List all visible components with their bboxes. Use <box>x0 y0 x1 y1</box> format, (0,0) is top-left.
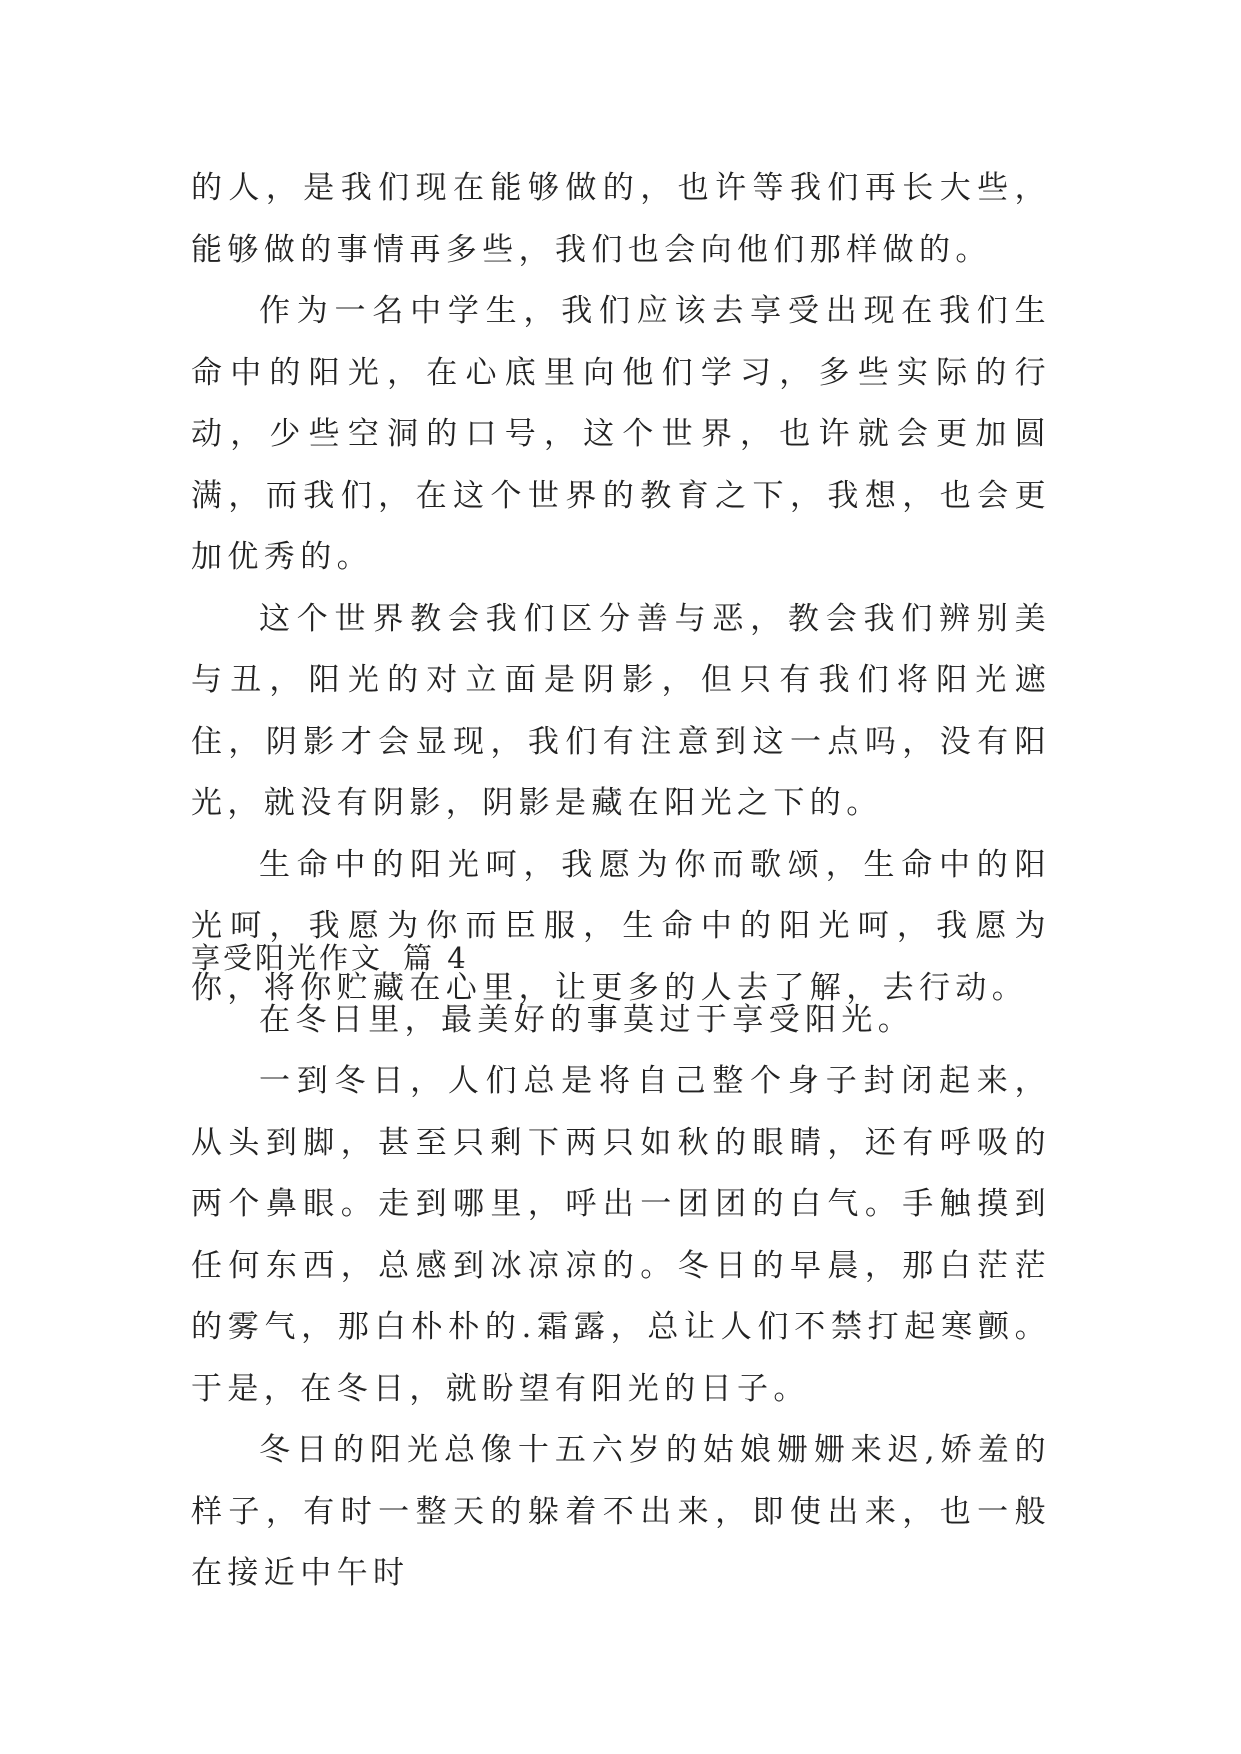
paragraph: 一到冬日，人们总是将自己整个身子封闭起来，从头到脚，甚至只剩下两只如秋的眼睛，还有呼吸的两个鼻眼。走到哪里，呼出一团团的白气。手触摸到任何东西，总感到冰凉凉的。冬日的早晨，那白茫茫的雾气，那白朴朴的.霜露，总让人们不禁打起寒颤。于是，在冬日，就盼望有阳光的日子。 <box>191 1063 1051 1407</box>
section-number: 篇 4 <box>403 941 469 975</box>
paragraph: 这个世界教会我们区分善与恶，教会我们辨别美与丑，阳光的对立面是阴影，但只有我们将阳光遮住，阴影才会显现，我们有注意到这一点吗，没有阳光，就没有阴影，阴影是藏在阳光之下的。 <box>191 600 1051 821</box>
document-page <box>191 158 1051 1605</box>
paragraph: 作为一名中学生，我们应该去享受出现在我们生命中的阳光，在心底里向他们学习，多些实际的行动，少些空洞的口号，这个世界，也许就会更加圆满，而我们，在这个世界的教育之下，我想，也会更加优秀的。 <box>191 293 1051 575</box>
paragraph: 在冬日里，最美好的事莫过于享受阳光。 <box>259 1001 915 1038</box>
article-part-2 <box>191 990 1051 1605</box>
paragraph: 生命中的阳光呵，我愿为你而歌颂，生命中的阳光呵，我愿为你而臣服，生命中的阳光呵，我愿为你，将你贮藏在心里，让更多的人去了解，去行动。 <box>191 846 1051 1006</box>
paragraph: 冬日的阳光总像十五六岁的姑娘姗姗来迟,娇羞的样子，有时一整天的躲着不出来，即使出来，也一般在接近中午时 <box>191 1432 1051 1591</box>
section-title: 享受阳光作文 <box>191 941 384 975</box>
paragraph-continued: 的人，是我们现在能够做的，也许等我们再长大些，能够做的事情再多些，我们也会向他们那样做的。 <box>191 170 1051 268</box>
